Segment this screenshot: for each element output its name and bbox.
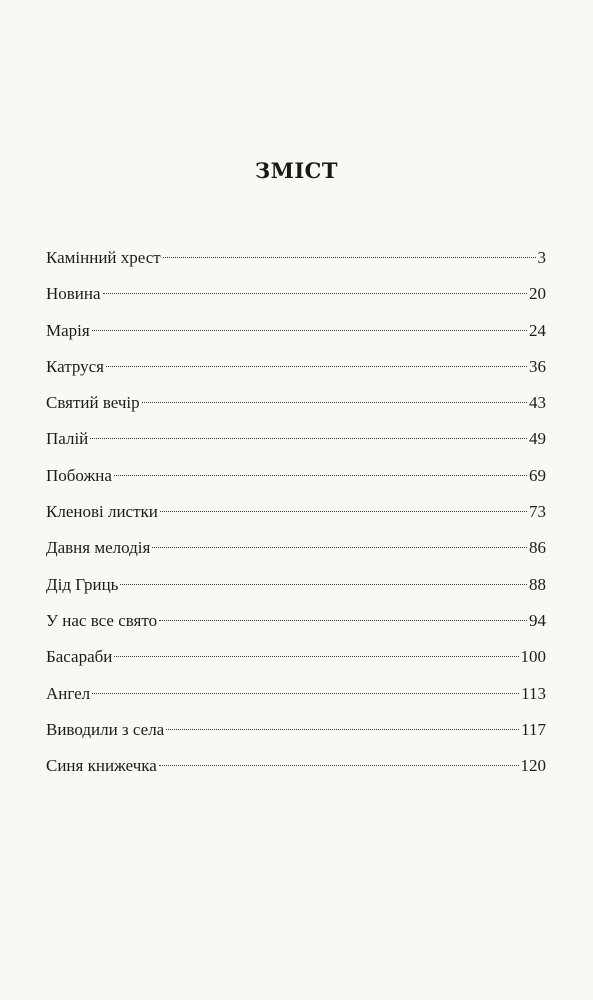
toc-entry-page: 113 <box>521 683 546 703</box>
toc-entry <box>46 748 546 784</box>
toc-entry <box>46 494 546 530</box>
dot-leader <box>106 366 527 367</box>
toc-entry <box>46 530 546 566</box>
toc-entry-title: Марія <box>46 320 90 340</box>
toc-entry <box>46 385 546 421</box>
toc-entry-page: 120 <box>520 756 546 776</box>
toc-entry <box>46 240 546 276</box>
toc-entry-title: У нас все свято <box>46 610 158 630</box>
toc-entry-title: Виводили з села <box>46 719 165 739</box>
dot-leader <box>163 257 536 258</box>
toc-entry-title: Давня мелодія <box>46 538 151 558</box>
toc-entry <box>46 458 546 494</box>
toc-entry-page: 117 <box>521 719 546 739</box>
toc-entry <box>46 603 546 639</box>
dot-leader <box>159 620 527 621</box>
toc-entry-title: Дід Гриць <box>46 574 119 594</box>
toc-entry-title: Ангел <box>46 683 91 703</box>
dot-leader <box>160 511 527 512</box>
toc-entry <box>46 567 546 603</box>
toc-entry-page: 20 <box>529 284 546 304</box>
dot-leader <box>142 402 527 403</box>
page-title: ЗМІСТ <box>254 158 339 183</box>
toc-entry-page: 100 <box>520 647 546 667</box>
toc-entry-page: 43 <box>529 393 546 413</box>
table-of-contents <box>46 240 546 784</box>
toc-entry-page: 86 <box>529 538 546 558</box>
toc-entry-page: 3 <box>537 248 546 267</box>
dot-leader <box>103 293 527 294</box>
toc-entry-title: Новина <box>46 284 101 304</box>
dot-leader <box>166 729 519 730</box>
toc-entry <box>46 712 546 748</box>
toc-entry <box>46 276 546 312</box>
toc-entry-page: 69 <box>529 465 546 485</box>
dot-leader <box>159 765 519 766</box>
toc-entry <box>46 421 546 457</box>
toc-entry-title: Кленові листки <box>46 502 158 522</box>
dot-leader <box>120 584 527 585</box>
dot-leader <box>90 438 527 439</box>
dot-leader <box>114 656 518 657</box>
toc-entry-page: 24 <box>529 320 546 340</box>
toc-entry-page: 36 <box>529 356 546 376</box>
dot-leader <box>152 547 527 548</box>
toc-entry-title: Камінний хрест <box>46 248 161 267</box>
toc-entry-title: Синя книжечка <box>46 756 157 776</box>
toc-entry-title: Басараби <box>46 647 113 667</box>
toc-entry <box>46 639 546 675</box>
toc-entry-title: Святий вечір <box>46 393 140 413</box>
toc-entry-title: Побожна <box>46 465 112 485</box>
dot-leader <box>92 330 527 331</box>
toc-entry-page: 73 <box>529 502 546 522</box>
dot-leader <box>114 475 527 476</box>
toc-entry-page: 94 <box>529 610 546 630</box>
dot-leader <box>92 693 519 694</box>
toc-entry-page: 88 <box>529 574 546 594</box>
toc-entry <box>46 313 546 349</box>
toc-entry <box>46 349 546 385</box>
toc-entry-title: Палій <box>46 429 89 449</box>
toc-entry-title: Катруся <box>46 356 104 376</box>
toc-entry <box>46 676 546 712</box>
toc-entry-page: 49 <box>529 429 546 449</box>
